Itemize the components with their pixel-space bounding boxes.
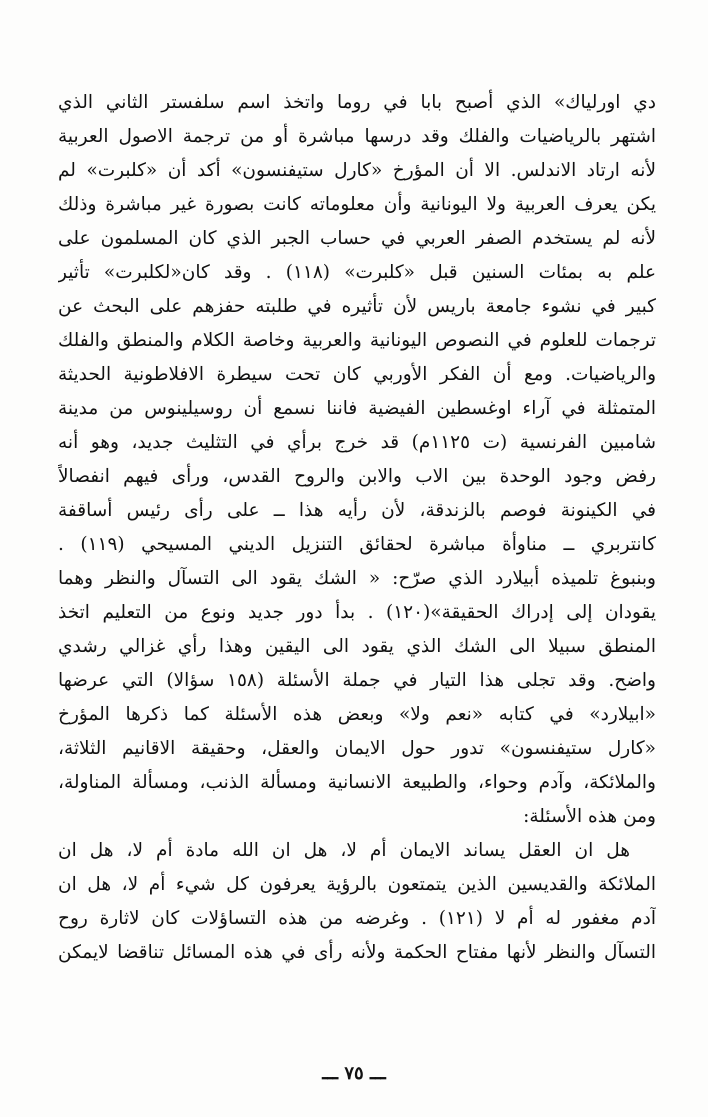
text-line: يكن يعرف العربية ولا اليونانية وأن معلوماته كانت بصورة غير مباشرة وذلك [58, 194, 656, 215]
text-line: آدم مغفور له أم لا (١٢١) . وغرضه من هذه التساؤلات كان لاثارة روح [58, 908, 656, 929]
text-line: لأنه لم يستخدم الصفر العربي في حساب الجبر الذي كان المسلمون على [58, 228, 656, 249]
text-line: شامبين الفرنسية (ت ١١٢٥م) قد خرج برأي في التثليث جديد، وهو أنه [58, 432, 656, 453]
text-line: علم به بمئات السنين قبل «كلبرت» (١١٨) . وقد كان«لكلبرت» تأثير [58, 262, 656, 283]
text-line: كانتربري ــ مناوأة مباشرة لحقائق التنزيل الديني المسيحي (١١٩) . [58, 534, 656, 555]
text-line: والملائكة، وآدم وحواء، والطبيعة الانسانية ومسألة الذنب، ومسألة المناولة، [58, 772, 656, 793]
text-line: يقودان إلى إدراك الحقيقة»(١٢٠) . بدأ دور جديد ونوع من التعليم اتخذ [58, 602, 656, 623]
text-line: واضح. وقد تجلى هذا التيار في جملة الأسئلة (١٥٨ سؤالا) التي عرضها [58, 670, 656, 691]
text-line: في الكينونة فوصم بالزندقة، لأن رأيه هذا ــ على رأى رئيس أساقفة [58, 500, 656, 521]
text-line: الملائكة والقديسين الذين يتمتعون بالرؤية يعرفون كل شيء أم لا، هل ان [58, 874, 656, 895]
text-line: «كارل ستيفنسون» تدور حول الايمان والعقل، وحقيقة الاقانيم الثلاثة، [58, 738, 656, 759]
text-line: اشتهر بالرياضيات والفلك وقد درسها مباشرة أو من ترجمة الاصول العربية [58, 126, 656, 147]
text-line: ومن هذه الأسئلة: [523, 806, 656, 827]
page-number: ـــ ٧٥ ـــ [322, 1063, 386, 1084]
text-line: لأنه ارتاد الاندلس. الا أن المؤرخ «كارل ستيفنسون» أكد أن «كلبرت» لم [58, 160, 656, 181]
text-line: «ابيلارد» في كتابه «نعم ولا» وبعض هذه الأسئلة كما ذكرها المؤرخ [58, 704, 656, 725]
text-line: دي اورلياك» الذي أصبح بابا في روما واتخذ اسم سلفستر الثاني الذي [58, 92, 656, 113]
text-line: وبنبوغ تلميذه أبيلارد الذي صرّح: « الشك يقود الى التسآل والنظر وهما [58, 568, 656, 589]
text-line: هل ان العقل يساند الايمان أم لا، هل ان الله مادة أم لا، هل ان [58, 840, 630, 861]
text-line: كبير في نشوء جامعة باريس لأن تأثيره في طلبته حفزهم على البحث عن [58, 296, 656, 317]
body-text [58, 86, 656, 970]
text-line: المنطق سبيلا الى الشك الذي يقود الى اليقين وهذا رأي غزالي رشدي [58, 636, 656, 657]
text-line: رفض وجود الوحدة بين الاب والابن والروح القدس، ورأى فيهم انفصالاً [58, 466, 656, 487]
text-line: التسآل والنظر لأنها مفتاح الحكمة ولأنه رأى في هذه المسائل تناقضا لايمكن [58, 942, 656, 963]
text-line: المتمثلة في آراء اوغسطين الفيضية فاننا نسمع أن روسيلينوس من مدينة [58, 398, 656, 419]
text-line: والرياضيات. ومع أن الفكر الأوربي كان تحت سيطرة الافلاطونية الحديثة [58, 364, 656, 385]
text-line: ترجمات للعلوم في النصوص اليونانية والعربية وخاصة الكلام والمنطق والفلك [58, 330, 656, 351]
